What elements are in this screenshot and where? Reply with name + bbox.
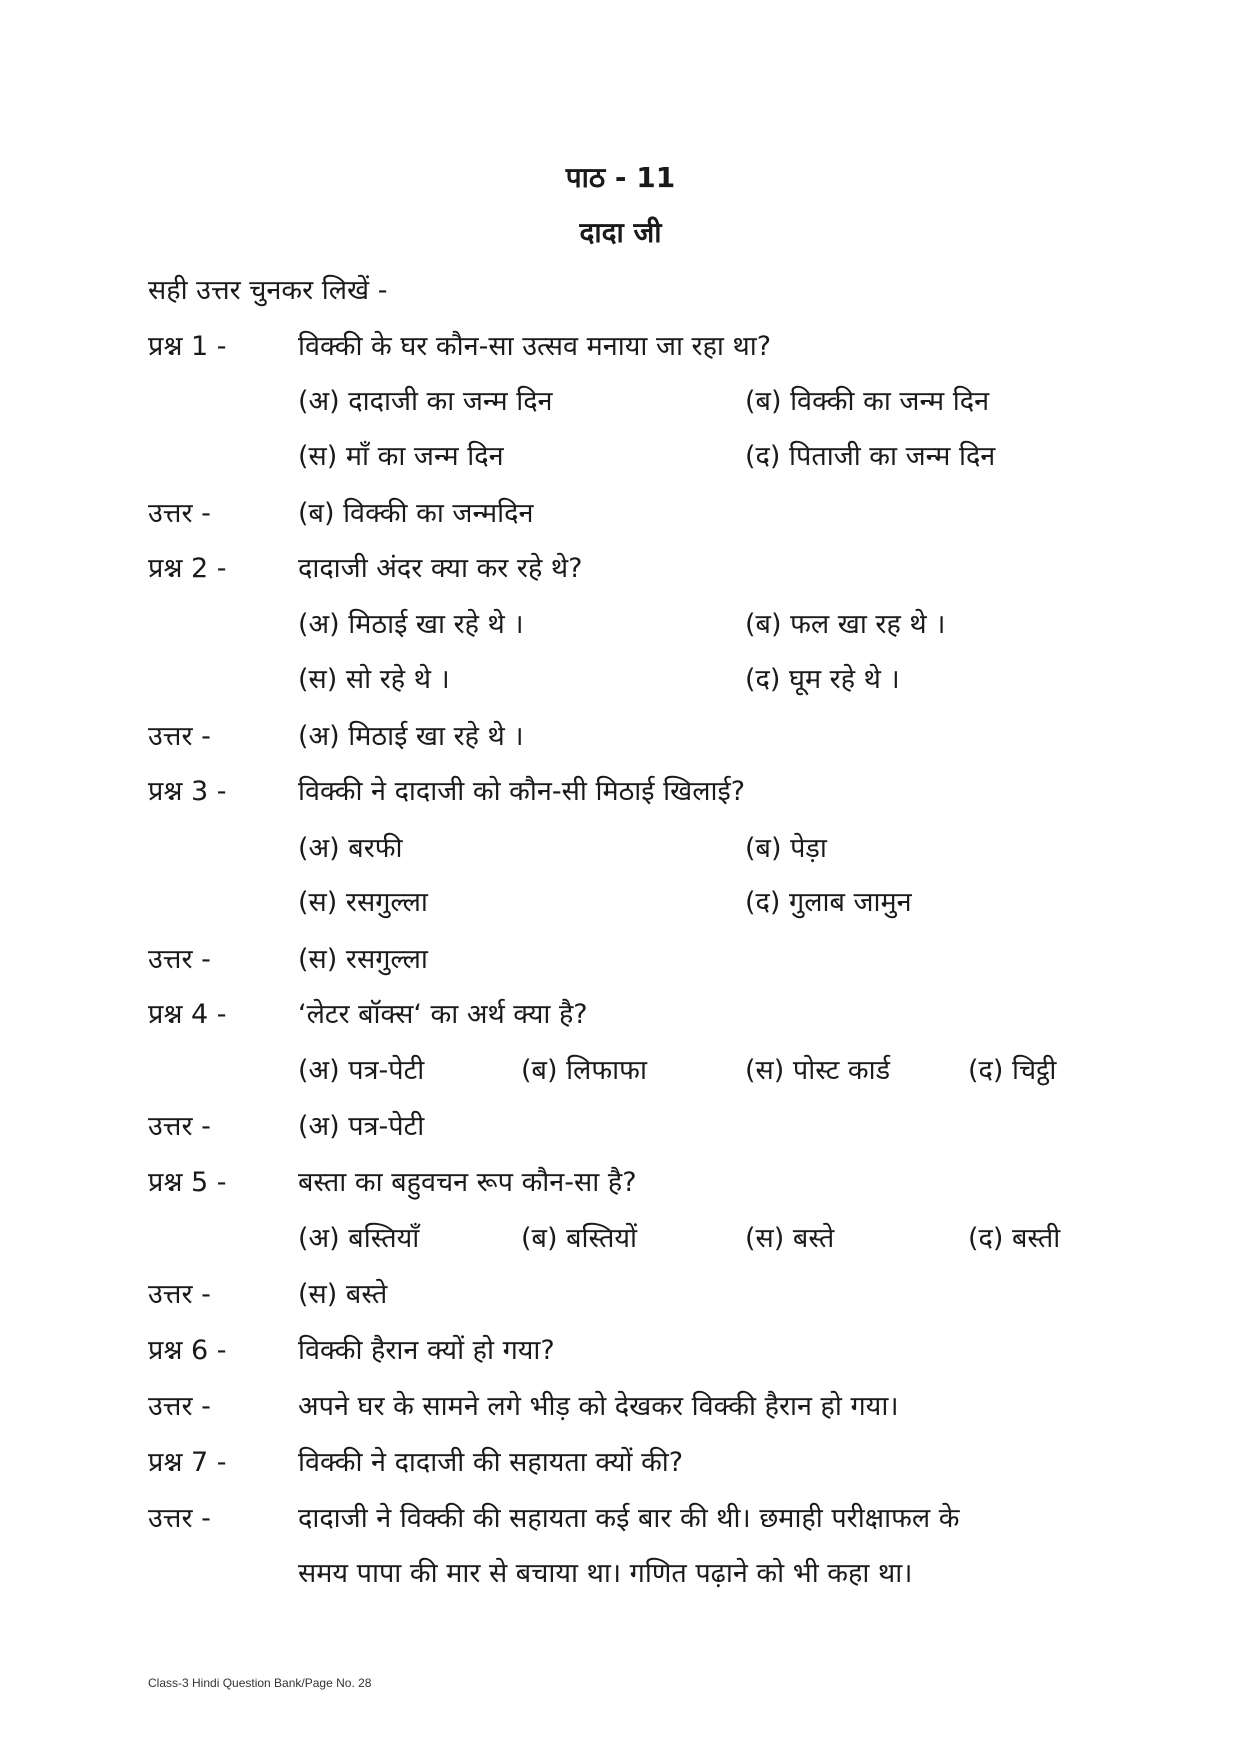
chapter-number: पाठ - 11: [565, 161, 676, 194]
question-2-option-a: (अ) मिठाई खा रहे थे ।: [298, 609, 524, 640]
question-1-option-b: (ब) विक्की का जन्म दिन: [745, 386, 990, 417]
question-3-option-c: (स) रसगुल्ला: [298, 887, 428, 918]
question-2-label: प्रश्न 2 -: [148, 553, 227, 584]
question-3-option-d: (द) गुलाब जामुन: [745, 887, 912, 918]
question-1-option-d: (द) पिताजी का जन्म दिन: [745, 441, 996, 472]
question-5-label: प्रश्न 5 -: [148, 1167, 227, 1198]
question-1-option-a: (अ) दादाजी का जन्म दिन: [298, 386, 553, 417]
answer-6-label: उत्तर -: [148, 1391, 211, 1422]
answer-7-line-1: दादाजी ने विक्की की सहायता कई बार की थी। छमाही परीक्षाफल के: [298, 1503, 960, 1534]
question-1-label: प्रश्न 1 -: [148, 331, 227, 362]
question-5-option-d: (द) बस्ती: [968, 1223, 1061, 1254]
page-footer: Class-3 Hindi Question Bank/Page No. 28: [148, 1676, 372, 1690]
chapter-title: दादा जी: [579, 216, 662, 249]
answer-5-text: (स) बस्ते: [298, 1279, 388, 1310]
question-3-option-b: (ब) पेड़ा: [745, 833, 827, 864]
answer-4-text: (अ) पत्र-पेटी: [298, 1111, 425, 1142]
question-5-option-c: (स) बस्ते: [745, 1223, 835, 1254]
question-1-text: विक्की के घर कौन-सा उत्सव मनाया जा रहा था?: [298, 331, 772, 362]
question-3-text: विक्की ने दादाजी को कौन-सी मिठाई खिलाई?: [298, 776, 746, 807]
question-2-option-c: (स) सो रहे थे ।: [298, 664, 450, 695]
answer-2-label: उत्तर -: [148, 721, 211, 752]
question-6-text: विक्की हैरान क्यों हो गया?: [298, 1335, 555, 1366]
answer-3-text: (स) रसगुल्ला: [298, 944, 428, 975]
question-5-option-a: (अ) बस्तियाँ: [298, 1223, 420, 1254]
question-4-option-d: (द) चिट्ठी: [968, 1055, 1057, 1086]
answer-1-label: उत्तर -: [148, 498, 211, 529]
instruction: सही उत्तर चुनकर लिखें -: [148, 275, 388, 306]
question-4-text: ‘लेटर बॉक्स‘ का अर्थ क्या है?: [298, 999, 588, 1030]
question-4-option-c: (स) पोस्ट कार्ड: [745, 1055, 891, 1086]
answer-5-label: उत्तर -: [148, 1279, 211, 1310]
question-2-option-d: (द) घूम रहे थे ।: [745, 664, 900, 695]
question-7-label: प्रश्न 7 -: [148, 1447, 227, 1478]
question-6-label: प्रश्न 6 -: [148, 1335, 227, 1366]
question-3-option-a: (अ) बरफी: [298, 833, 403, 864]
answer-2-text: (अ) मिठाई खा रहे थे ।: [298, 721, 524, 752]
answer-3-label: उत्तर -: [148, 944, 211, 975]
question-4-option-b: (ब) लिफाफा: [521, 1055, 647, 1086]
answer-7-label: उत्तर -: [148, 1503, 211, 1534]
question-2-option-b: (ब) फल खा रह थे ।: [745, 609, 946, 640]
answer-4-label: उत्तर -: [148, 1111, 211, 1142]
answer-6-text: अपने घर के सामने लगे भीड़ को देखकर विक्की हैरान हो गया।: [298, 1391, 899, 1422]
question-3-label: प्रश्न 3 -: [148, 776, 227, 807]
question-2-text: दादाजी अंदर क्या कर रहे थे?: [298, 553, 583, 584]
question-4-option-a: (अ) पत्र-पेटी: [298, 1055, 425, 1086]
answer-7-line-2: समय पापा की मार से बचाया था। गणित पढ़ाने को भी कहा था।: [298, 1558, 913, 1589]
question-5-text: बस्ता का बहुवचन रूप कौन-सा है?: [298, 1167, 637, 1198]
question-4-label: प्रश्न 4 -: [148, 999, 227, 1030]
question-5-option-b: (ब) बस्तियों: [521, 1223, 638, 1254]
question-7-text: विक्की ने दादाजी की सहायता क्यों की?: [298, 1447, 684, 1478]
answer-1-text: (ब) विक्की का जन्मदिन: [298, 498, 534, 529]
question-1-option-c: (स) माँ का जन्म दिन: [298, 441, 504, 472]
